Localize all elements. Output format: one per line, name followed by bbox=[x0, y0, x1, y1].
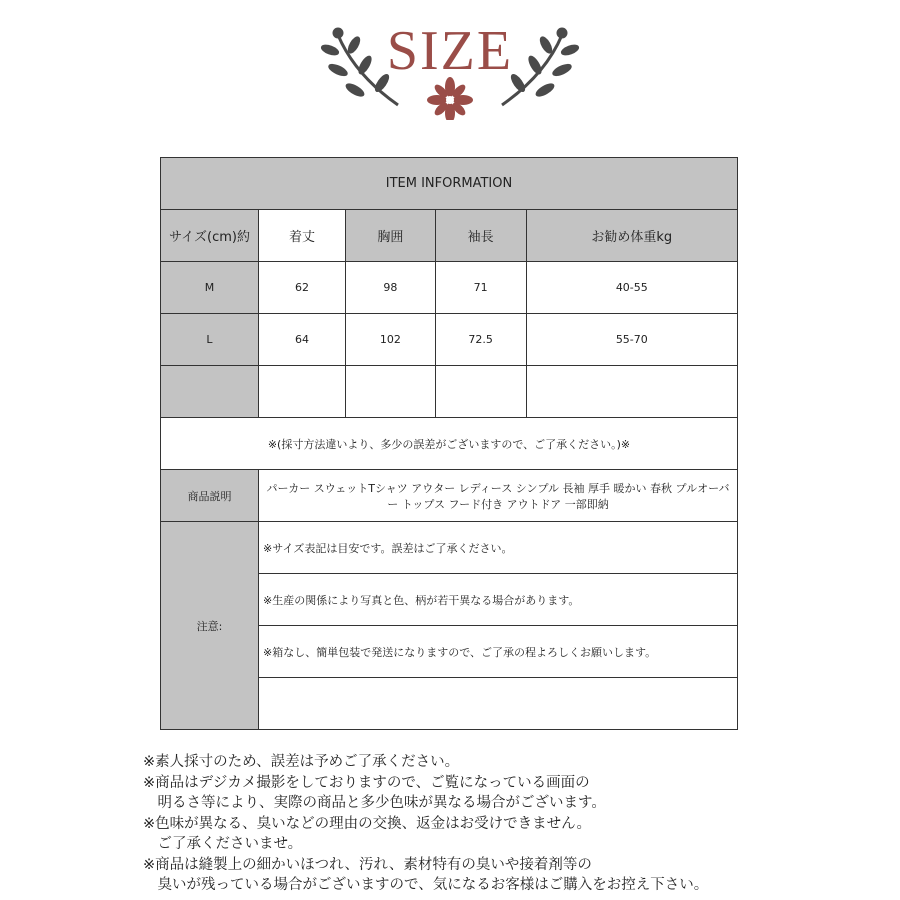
note-line: ※商品はデジカメ撮影をしておりますので、ご覧になっている画面の bbox=[143, 774, 590, 791]
note-line: ※色味が異なる、臭いなどの理由の交換、返金はお受けできません。 bbox=[143, 815, 592, 832]
cell: M bbox=[161, 262, 259, 314]
desc-text: パーカー スウェットTシャツ アウター レディース シンプル 長袖 厚手 暖かい 春秋 プルオーバー トップス フード付き アウトドア 一部即納 bbox=[259, 470, 738, 522]
table-row bbox=[161, 262, 738, 314]
desc-label: 商品説明 bbox=[161, 470, 259, 522]
cell: 62 bbox=[259, 262, 346, 314]
header-size: サイズ(cm)約 bbox=[161, 210, 259, 262]
note-line: 臭いが残っている場合がございますので、気になるお客様はご購入をお控え下さい。 bbox=[143, 877, 709, 893]
cell: 64 bbox=[259, 314, 346, 366]
table-row-empty bbox=[161, 366, 738, 418]
note-line: ※商品は縫製上の細かいほつれ、汚れ、素材特有の臭いや接着剤等の bbox=[143, 856, 592, 873]
size-table bbox=[160, 157, 738, 730]
table-row bbox=[161, 314, 738, 366]
caution-item: ※生産の関係により写真と色、柄が若干異なる場合があります。 bbox=[259, 574, 738, 626]
note-line: ご了承くださいませ。 bbox=[143, 836, 303, 852]
table-title: ITEM INFORMATION bbox=[161, 158, 738, 210]
cell: L bbox=[161, 314, 259, 366]
size-title: SIZE bbox=[386, 20, 514, 82]
notes bbox=[143, 752, 708, 896]
cell: 40-55 bbox=[526, 262, 737, 314]
caution-item: ※箱なし、簡単包装で発送になりますので、ご了承の程よろしくお願いします。 bbox=[259, 626, 738, 678]
note-line: 明るさ等により、実際の商品と多少色味が異なる場合がございます。 bbox=[143, 795, 606, 811]
header-chest: 胸囲 bbox=[346, 210, 436, 262]
cell: 98 bbox=[346, 262, 436, 314]
disclaimer: ※(採寸方法違いより、多少の誤差がございますので、ご了承ください。)※ bbox=[161, 418, 738, 470]
header-sleeve: 袖長 bbox=[435, 210, 526, 262]
size-logo bbox=[310, 15, 590, 120]
header-length: 着丈 bbox=[259, 210, 346, 262]
caution-item-empty bbox=[259, 678, 738, 730]
caution-label: 注意: bbox=[161, 522, 259, 730]
cell: 55-70 bbox=[526, 314, 737, 366]
caution-item: ※サイズ表記は目安です。誤差はご了承ください。 bbox=[259, 522, 738, 574]
cell: 71 bbox=[435, 262, 526, 314]
header-weight: お勧め体重kg bbox=[526, 210, 737, 262]
cell: 102 bbox=[346, 314, 436, 366]
note-line: ※素人採寸のため、誤差は予めご了承ください。 bbox=[143, 754, 460, 770]
cell: 72.5 bbox=[435, 314, 526, 366]
